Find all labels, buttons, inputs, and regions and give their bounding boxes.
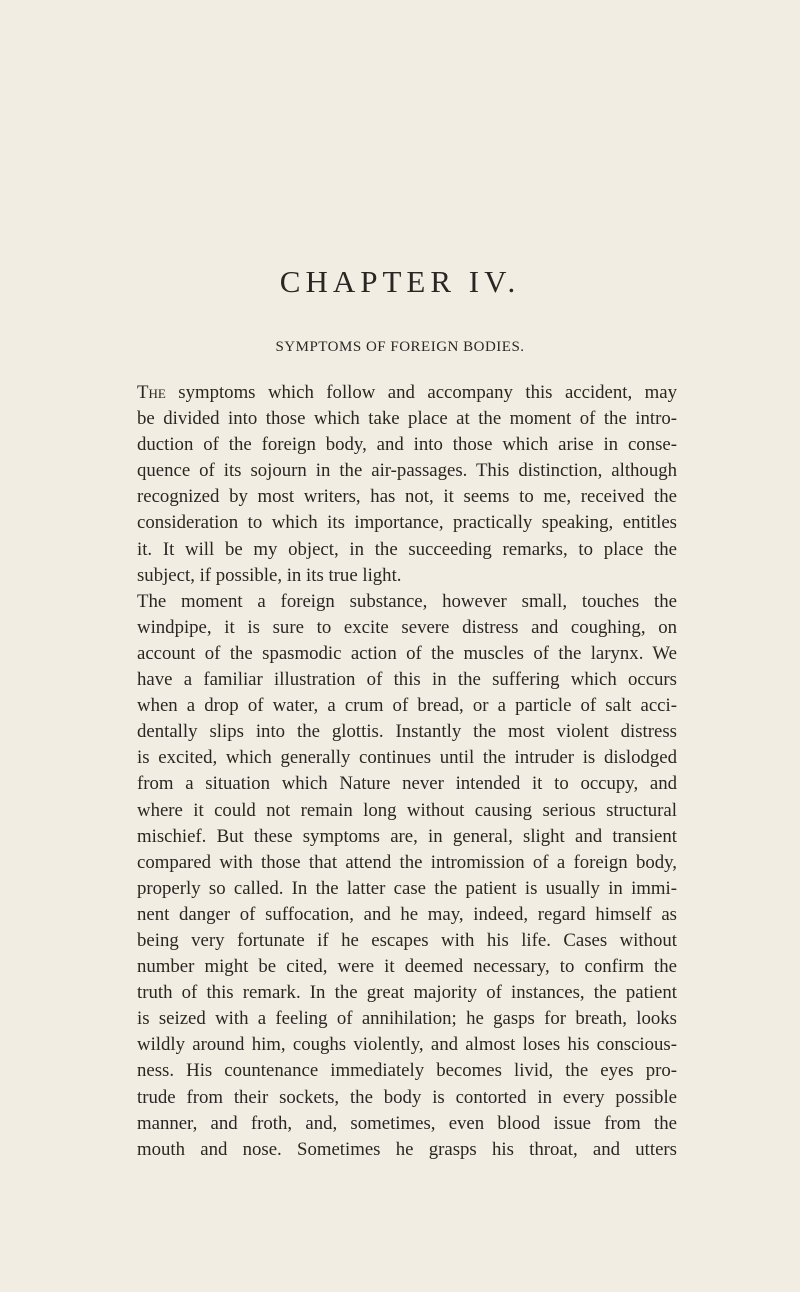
body-text (137, 380, 677, 1163)
text-line: where it could not remain long without causing serious structural (137, 799, 677, 821)
text-line: consideration to which its importance, practically speaking, entitles (137, 512, 677, 534)
paragraph-2 (137, 589, 677, 1163)
text-line: manner, and froth, and, sometimes, even blood issue from the (137, 1112, 677, 1134)
text-line: dentally slips into the glottis. Instantly the most violent distress (137, 721, 677, 743)
text-line: The moment a foreign substance, however small, touches the (137, 590, 677, 612)
chapter-title: CHAPTER IV. (279, 264, 521, 299)
text-line: quence of its sojourn in the air-passages. This distinction, although (137, 460, 677, 482)
text-line: when a drop of water, a crum of bread, or a particle of salt acci- (137, 695, 677, 717)
text-line: account of the spasmodic action of the muscles of the larynx. We (137, 642, 677, 664)
text-line: being very fortunate if he escapes with his life. Cases without (137, 929, 677, 951)
text-line: wildly around him, coughs violently, and almost loses his conscious- (137, 1034, 677, 1056)
text-line: properly so called. In the latter case the patient is usually in immi- (137, 877, 677, 899)
text-line: nent danger of suffocation, and he may, indeed, regard himself as (137, 903, 677, 925)
lead-word: The (137, 382, 166, 403)
text-line: have a familiar illustration of this in the suffering which occurs (137, 669, 677, 691)
text-line: is excited, which generally continues until the intruder is dislodged (137, 747, 677, 769)
section-title: SYMPTOMS OF FOREIGN BODIES. (275, 339, 525, 355)
text-line: is seized with a feeling of annihilation; he gasps for breath, looks (137, 1008, 677, 1030)
text-line: trude from their sockets, the body is contorted in every possible (137, 1086, 677, 1108)
text-line: mischief. But these symptoms are, in general, slight and transient (137, 825, 677, 847)
text-line: duction of the foreign body, and into those which arise in conse- (137, 434, 677, 456)
text-line: The symptoms which follow and accompany this accident, may (137, 382, 677, 403)
text-line: ness. His countenance immediately becomes livid, the eyes pro- (137, 1060, 677, 1082)
text-line: from a situation which Nature never intended it to occupy, and (137, 773, 677, 795)
text-line: truth of this remark. In the great majority of instances, the patient (137, 982, 677, 1004)
text-line: mouth and nose. Sometimes he grasps his throat, and utters (137, 1138, 677, 1160)
text-line: it. It will be my object, in the succeeding remarks, to place the (137, 538, 677, 560)
text-line: compared with those that attend the intromission of a foreign body, (137, 851, 677, 873)
text-line: number might be cited, were it deemed necessary, to confirm the (137, 956, 677, 978)
paragraph-1 (137, 380, 677, 589)
text-line: recognized by most writers, has not, it seems to me, received the (137, 486, 677, 508)
text-line: windpipe, it is sure to excite severe distress and coughing, on (137, 616, 677, 638)
text-line: subject, if possible, in its true light. (137, 564, 402, 586)
text-line: be divided into those which take place at the moment of the intro- (137, 408, 677, 430)
